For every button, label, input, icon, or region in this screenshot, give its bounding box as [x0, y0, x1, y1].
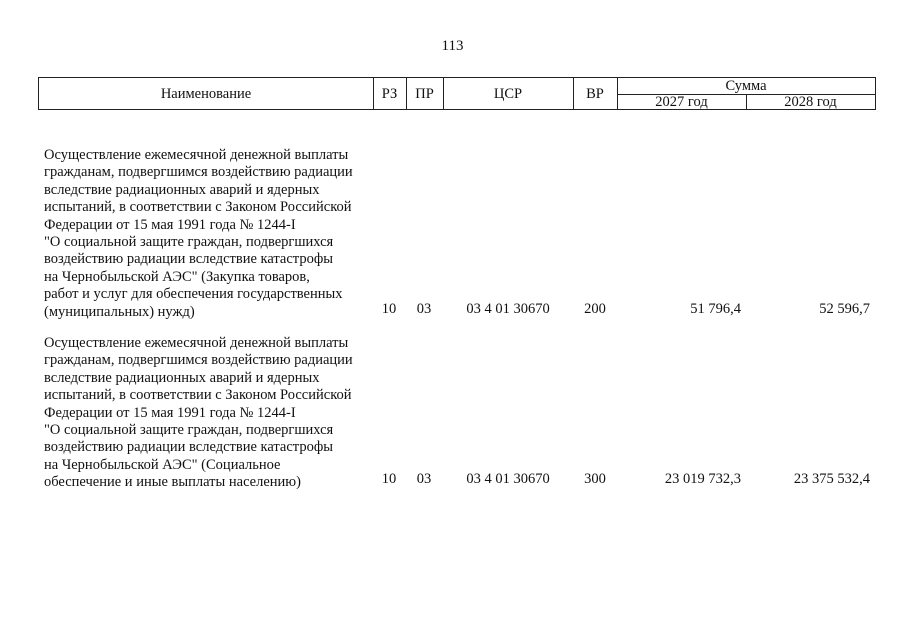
row-rz: 10 — [381, 471, 397, 487]
row-csr: 03 4 01 30670 — [466, 301, 550, 317]
header-rz: РЗ — [381, 86, 398, 102]
row-sum-2028: 23 375 532,4 — [793, 471, 870, 487]
header-name: Наименование — [160, 86, 252, 102]
row-name: Осуществление ежемесячной денежной выплаты гражданам, подвергшимся воздействию радиации вследствие радиационных аварий и ядерных испытаний, в соответствии с Законом Российской Федерации от 15 мая 1991 года № 1244-I "О социальной защите граждан, подвергшихся воздействию радиации вследствие катастрофы на Чернобыльской АЭС" (Социальное обеспечение и иные выплаты населению) — [44, 335, 353, 491]
row-pr: 03 — [416, 471, 432, 487]
row-name: Осуществление ежемесячной денежной выплаты гражданам, подвергшимся воздействию радиации вследствие радиационных аварий и ядерных испытаний, в соответствии с Законом Российской Федерации от 15 мая 1991 года № 1244-I "О социальной защите граждан, подвергшихся воздействию радиации вследствие катастрофы на Чернобыльской АЭС" (Закупка товаров, работ и услуг для обеспечения государственных (муниципальных) нужд) — [44, 147, 353, 320]
row-vr: 300 — [584, 471, 606, 487]
header-sum: Сумма — [725, 78, 767, 94]
row-rz: 10 — [381, 301, 397, 317]
row-vr: 200 — [584, 301, 606, 317]
row-sum-2027: 23 019 732,3 — [664, 471, 741, 487]
header-vr: ВР — [586, 86, 604, 102]
page-number: 113 — [441, 38, 464, 54]
row-sum-2028: 52 596,7 — [819, 301, 870, 317]
header-pr: ПР — [415, 86, 434, 102]
header-year-2027: 2027 год — [655, 94, 708, 110]
header-csr: ЦСР — [493, 86, 523, 102]
row-sum-2027: 51 796,4 — [690, 301, 741, 317]
row-csr: 03 4 01 30670 — [466, 471, 550, 487]
row-pr: 03 — [416, 301, 432, 317]
table-header — [38, 77, 876, 110]
header-year-2028: 2028 год — [784, 94, 837, 110]
